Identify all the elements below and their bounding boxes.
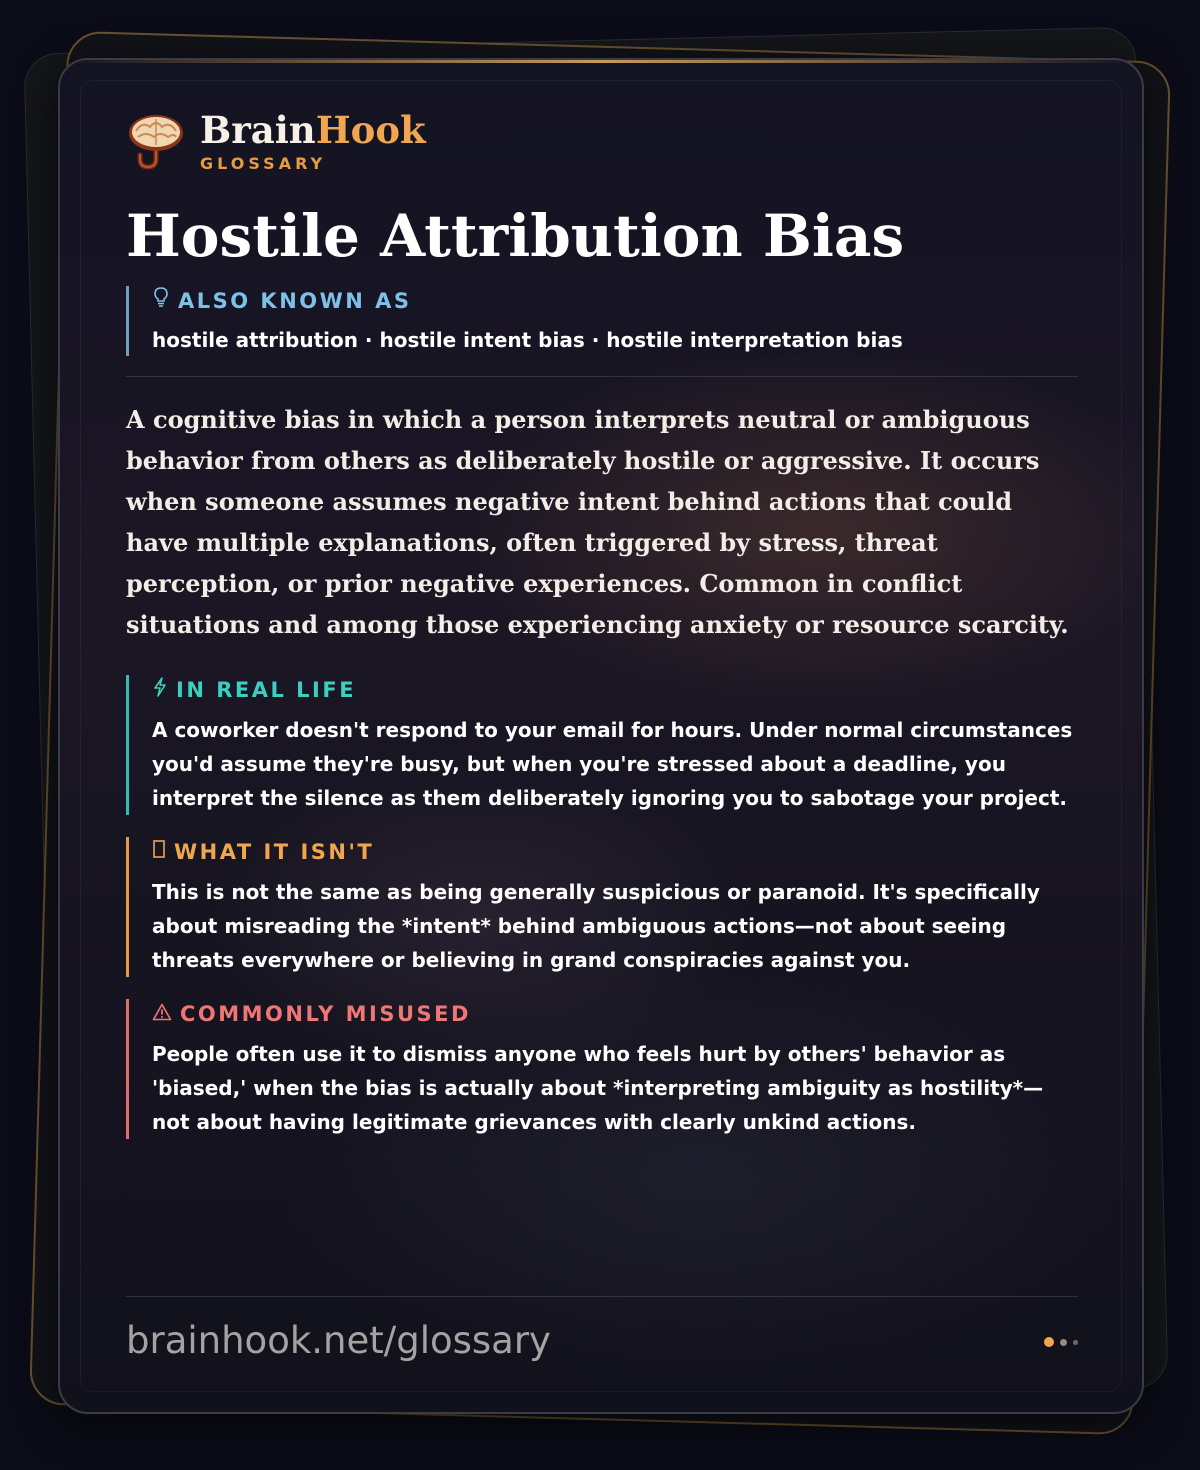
brand-header [126, 106, 1078, 176]
pagination-dot [1073, 1340, 1078, 1345]
in-real-life-section [126, 675, 1078, 815]
missing-glyph-icon [152, 837, 166, 867]
pagination-dots [1038, 1337, 1078, 1347]
in-real-life-label: IN REAL LIFE [176, 678, 357, 702]
also-known-as-heading [152, 286, 1078, 316]
commonly-misused-section [126, 999, 1078, 1139]
brand-text [200, 107, 426, 173]
commonly-misused-label: COMMONLY MISUSED [180, 1002, 471, 1026]
warning-icon [152, 999, 172, 1029]
brand-name-main: Brain [200, 107, 316, 152]
brand-name [200, 107, 426, 152]
commonly-misused-heading [152, 999, 1078, 1029]
pagination-dot-active [1044, 1337, 1054, 1347]
also-known-as-label: ALSO KNOWN AS [178, 289, 412, 313]
what-it-isnt-body: This is not the same as being generally suspicious or paranoid. It's specifically about misreading the *intent* behind ambiguous actions—not about seeing threats everywhere or believing in grand conspiracies against you. [152, 880, 1040, 972]
lightning-icon [152, 675, 168, 705]
what-it-isnt-heading [152, 837, 1078, 867]
card-content [126, 106, 1078, 1139]
brand-name-accent: Hook [315, 107, 426, 152]
brain-hook-icon [126, 111, 186, 171]
glossary-card [58, 58, 1144, 1414]
card-footer [126, 1296, 1078, 1387]
section-divider [126, 376, 1078, 377]
lightbulb-icon [152, 286, 170, 316]
commonly-misused-body: People often use it to dismiss anyone who feels hurt by others' behavior as 'biased,' when the bias is actually about *interpreting ambiguity as hostility*—not about having legitimate grievances with clearly unkind actions. [152, 1042, 1044, 1134]
what-it-isnt-section [126, 837, 1078, 977]
term-definition: A cognitive bias in which a person interprets neutral or ambiguous behavior from others as deliberately hostile or aggressive. It occurs when someone assumes negative intent behind actions that could have multiple explanations, often triggered by stress, threat perception, or prior negative experiences. Common in conflict situations and among those experiencing anxiety or resource scarcity. [126, 405, 1069, 639]
in-real-life-heading [152, 675, 1078, 705]
brand-subtitle: GLOSSARY [200, 153, 327, 173]
in-real-life-body: A coworker doesn't respond to your email for hours. Under normal circumstances you'd assume they're busy, but when you're stressed about a deadline, you interpret the silence as them deliberately ignoring you to sabotage your project. [152, 718, 1073, 810]
also-known-as-terms: hostile attribution · hostile intent bias · hostile interpretation bias [152, 328, 903, 352]
term-title: Hostile Attribution Bias [126, 202, 905, 270]
what-it-isnt-label: WHAT IT ISN'T [174, 840, 375, 864]
pagination-dot [1060, 1339, 1067, 1346]
also-known-as-section [126, 286, 1078, 356]
footer-url-link[interactable]: brainhook.net/glossary [126, 1319, 551, 1362]
